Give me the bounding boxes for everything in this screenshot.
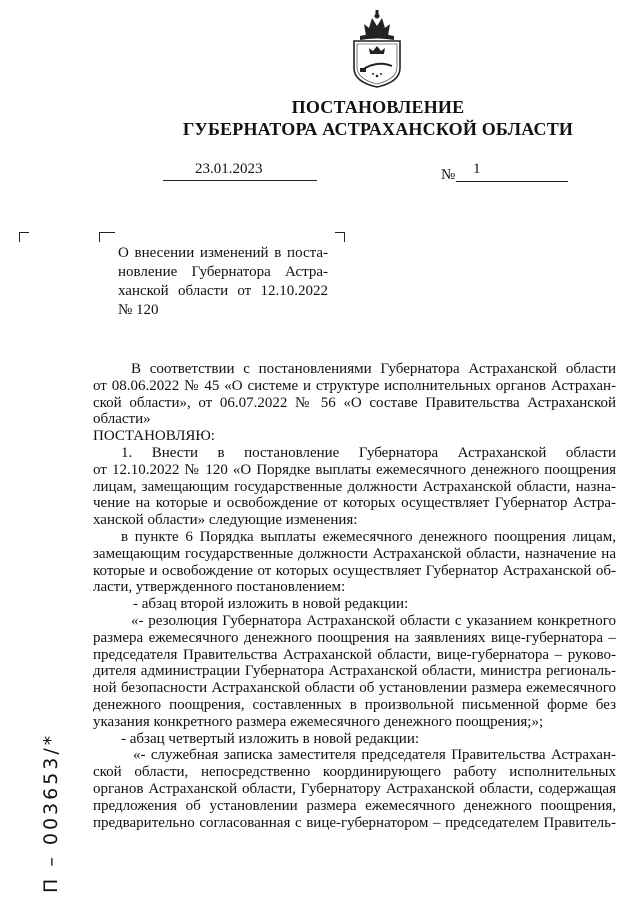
coat-of-arms-emblem — [348, 10, 406, 88]
body-line: - абзац второй изложить в новой редакции: — [133, 596, 409, 613]
body-line: ПОСТАНОВЛЯЮ: — [93, 428, 215, 445]
subject-line: новление Губернатора Астра- — [118, 264, 328, 280]
corner-mark — [335, 232, 345, 242]
body-line: от 08.06.2022 № 45 «О системе и структуре исполнительных органов Астрахан- — [93, 377, 616, 394]
document-number: 1 — [473, 161, 481, 177]
body-line: от 12.10.2022 № 120 «О Порядке выплаты ежемесячного денежного поощрения — [93, 461, 616, 478]
body-line: предварительно согласованная с вице-губернатором – председателем Правитель- — [93, 814, 616, 831]
body-line: - абзац четвертый изложить в новой редакции: — [121, 730, 420, 747]
body-line: председателя Правительства Астраханской области, вице-губернатора – руково- — [93, 646, 616, 663]
body-line: «- резолюция Губернатора Астраханской области с указанием конкретного — [131, 612, 616, 629]
body-line: 1. Внести в постановление Губернатора Астраханской области — [121, 444, 616, 461]
body-line: указания конкретного размера ежемесячного денежного поощрения;»; — [93, 713, 544, 730]
body-line: ласти, утвержденного постановлением: — [93, 579, 346, 596]
document-date: 23.01.2023 — [195, 161, 263, 177]
corner-mark — [103, 232, 115, 242]
body-line: в пункте 6 Порядка выплаты ежемесячного денежного поощрения лицам, — [121, 528, 616, 545]
body-line: лицам, замещающим государственные должности Астраханской области, назна- — [93, 478, 616, 495]
body-line: предложения об установлении размера ежемесячного денежного поощрения, — [93, 797, 616, 814]
body-line: чение на которые и освобождение от которых осуществляет Губернатор Астра- — [93, 495, 616, 512]
number-sign: № — [441, 167, 456, 183]
body-line: ной безопасности Астраханской области об установлении размера ежемесячного — [93, 680, 616, 697]
registration-code — [14, 615, 62, 895]
body-line: ской области, непосредственно координирующего работу исполнительных — [93, 764, 616, 781]
body-line: замещающим государственные должности Астраханской области, назначение на — [93, 545, 616, 562]
body-line: размера ежемесячного денежного поощрения на заявлениях вице-губернатора – — [93, 629, 616, 646]
number-underline — [456, 181, 568, 182]
subject-line: ханской области от 12.10.2022 — [118, 283, 328, 299]
document-body — [93, 361, 616, 831]
body-line: В соответствии с постановлениями Губернатора Астраханской области — [131, 361, 616, 377]
document-authority: ГУБЕРНАТОРА АСТРАХАНСКОЙ ОБЛАСТИ — [182, 119, 574, 139]
body-line: ской области», от 06.07.2022 № 56 «О составе Правительства Астраханской — [93, 394, 616, 411]
document-subject — [118, 244, 328, 320]
body-line: денежного поощрения, составленных в произвольной письменной форме без — [93, 696, 616, 713]
body-line: «- служебная записка заместителя председателя Правительства Астрахан- — [133, 747, 616, 764]
document-title: ПОСТАНОВЛЕНИЕ — [291, 97, 465, 117]
subject-line: О внесении изменений в поста- — [118, 245, 328, 261]
body-line: которые и освобождение от которых осуществляет Губернатор Астраханской об- — [93, 562, 616, 579]
subject-line: № 120 — [118, 302, 159, 318]
body-line: области» — [93, 411, 151, 428]
body-line: дителя администрации Губернатора Астраханской области, министра региональ- — [93, 663, 616, 680]
body-line: органов Астраханской области, Губернатору Астраханской области, содержащая — [93, 780, 616, 797]
registration-code-text: П – 003653/* — [40, 732, 62, 893]
date-underline — [163, 180, 317, 181]
corner-mark — [19, 232, 29, 242]
body-line: ханской области» следующие изменения: — [93, 512, 358, 529]
